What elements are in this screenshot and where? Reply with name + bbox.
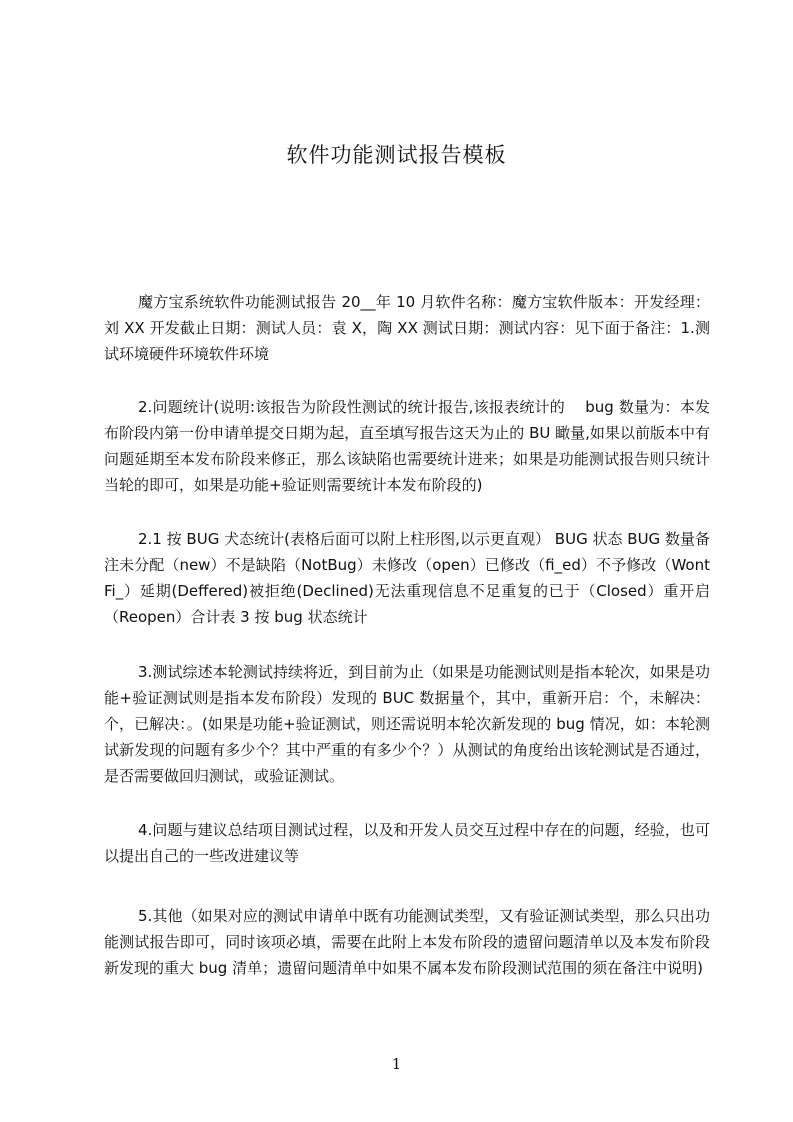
page-number: 1: [391, 1055, 402, 1073]
paragraph-bug-status-statistics: 2.1 按 BUG 犬态统计(表格后面可以附上柱形图,以示更直观） BUG 状态 BUG 数量备注未分配（new）不是缺陷（NotBug）未修改（open）已修改（fi_ed）不予修改（WontFi_）延期(Deffered)被拒绝(Declined)无法重现信息不足重复的已于（Closed）重开启（Reopen）合计表 3 按 bug 状态统计: [104, 530, 710, 626]
paragraph-other: 5.其他（如果对应的测试申请单中既有功能测试类型，又有验证测试类型，那么只出功能测试报告即可，同时该项必填，需要在此附上本发布阶段的遗留问题清单以及本发布阶段新发现的重大 bug 清单；遗留问题清单中如果不属本发布阶段测试范围的须在备注中说明): [104, 907, 710, 977]
document-title: 软件功能测试报告模板: [286, 143, 507, 167]
paragraph-test-summary: 3.测试综述本轮测试持续将近，到目前为止（如果是功能测试则是指本轮次，如果是功能+验证测试则是指本发布阶段）发现的 BUC 数据量个，其中，重新开启：个，未解决：个，已解决：。(如果是功能+验证测试，则还需说明本轮次新发现的 bug 情况，如：本轮测试新发现的问题有多少个？其中严重的有多少个？）从测试的角度绐出该轮测试是否通过，是否需要做回归测试，或验证测试。: [104, 663, 710, 785]
paragraph-problem-statistics: 2.问题统计(说明:该报告为阶段性测试的统计报告,该报表统计的 bug 数量为：本发布阶段内第一份申请单提交日期为起，直至填写报告这天为止的 BU 瞰量,如果以前版本中有问题延期至本发布阶段来修正，那么该缺陷也需要统计进来；如果是功能测试报告则只统计当轮的即可，如果是功能+验证则需要统计本发布阶段的): [104, 398, 710, 494]
paragraph-issues-suggestions: 4.问题与建议总结项目测试过程，以及和开发人员交互过程中存在的问题，经验，也可以提出自己的一些改进建议等: [104, 821, 710, 865]
paragraph-report-info: 魔方宝系统软件功能测试报告 20__年 10 月软件名称：魔方宝软件版本：开发经理：刘 XX 开发截止日期：测试人员：袁 X，陶 XX 测试日期：测试内容：见下面于备注：1.测试环境硬件环境软件环境: [104, 293, 710, 363]
